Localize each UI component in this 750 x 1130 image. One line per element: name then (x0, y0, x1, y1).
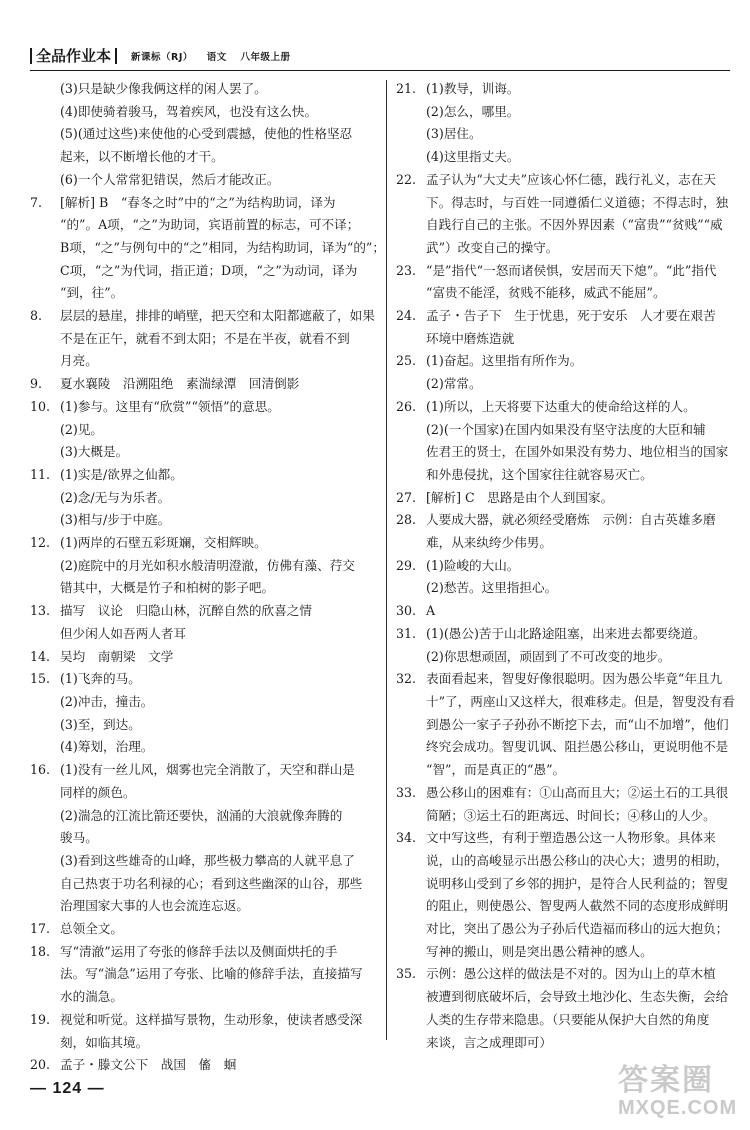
answer-number: 23. (396, 262, 417, 278)
answer-item (30, 101, 378, 124)
answer-text (60, 441, 378, 464)
answer-item (30, 1009, 378, 1054)
answer-text (60, 169, 378, 192)
answer-line: C项，“之”为代词，指正道；D项，“之”为动词，译为 (60, 262, 358, 278)
answer-text (60, 192, 385, 306)
answer-number (30, 169, 60, 192)
answer-text (426, 78, 734, 101)
answer-line: 对比，突出了愚公为子孙后代造福而移山的远大抱负； (426, 921, 729, 937)
answer-line: (1)教导，训诲。 (426, 81, 520, 96)
answer-line: 自践行自己的主张。不因外界因素（“富贵”“贫贱”“威 (426, 217, 723, 233)
header-info (131, 49, 301, 63)
answer-text (426, 305, 734, 350)
answer-number: 11. (30, 466, 51, 482)
answer-item (30, 555, 378, 600)
answer-item (396, 373, 734, 396)
answer-line: 孟子・滕文公下 战国 傗 蛔 (60, 1057, 237, 1073)
answer-item (396, 123, 734, 146)
watermark-logo (618, 1065, 738, 1125)
answer-line: 说明移山受到了乡邻的拥护，是符合人民利益的；智叟 (426, 875, 729, 891)
answer-line: [解析] B “春冬之时”中的“之”为结构助词，译为 (60, 194, 336, 210)
answer-text (60, 101, 378, 124)
answer-line: (2)见。 (60, 421, 104, 437)
answer-item (30, 169, 378, 192)
answer-line: [解析] C 思路是由个人到国家。 (426, 489, 614, 505)
answer-text (60, 464, 378, 487)
answer-line: 到愚公一家子子孙孙不断挖下去，而“山不加增”，他们 (426, 716, 729, 732)
answer-line: 十”了，两座山又这样大，很难移走。但是，智叟没有看 (426, 693, 735, 709)
answer-line: (2)(一个国家)在国内如果没有坚守法度的大臣和辅 (426, 421, 706, 437)
answer-text (60, 532, 378, 555)
answer-text (60, 509, 378, 532)
answer-number: 14. (30, 648, 51, 664)
answer-item (396, 668, 734, 782)
answer-number: 8. (30, 308, 43, 324)
answer-line: “智”，而是真正的“愚”。 (426, 762, 566, 778)
answer-text (60, 123, 378, 168)
answer-line: (2)你思想顽固，顽固到了不可改变的地步。 (426, 648, 671, 664)
answer-number (396, 577, 426, 600)
answer-number (30, 691, 60, 714)
answer-line: (2)湍急的江流比箭还要快，汹涌的大浪就像奔腾的 (60, 807, 343, 823)
answer-text (426, 600, 734, 623)
answer-line: 说，山的高峻显示出愚公移山的决心大；遗男的相助， (426, 852, 729, 868)
answer-text (60, 373, 378, 396)
answer-line: 视觉和听觉。这样描写景物，生动形象，使读者感受深 (60, 1011, 363, 1027)
answer-line: (1)飞奔的马。 (60, 671, 141, 687)
answer-item (30, 668, 378, 691)
answer-text (60, 305, 378, 373)
answer-item (396, 350, 734, 373)
answer-line: 表面看起来，智叟好像很聪明。因为愚公毕竟“年且九 (426, 671, 723, 687)
answer-line: 文中写这些，有利于塑造愚公这一人物形象。具体来 (426, 830, 716, 846)
answer-number (30, 805, 60, 850)
answer-item (396, 646, 734, 669)
answer-item (396, 419, 734, 487)
answer-text (60, 1054, 378, 1077)
answer-line: 起来，以不断增长他的才干。 (60, 149, 224, 165)
answer-line: 描写 议论 归隐山林，沉醉自然的欣喜之情 (60, 603, 312, 619)
answer-item (30, 918, 378, 941)
answer-number: 35. (396, 966, 417, 982)
answer-item (30, 532, 378, 555)
answer-line: (2)常常。 (426, 376, 482, 392)
answer-line: 人要成大器，就必须经受磨炼 示例：自古英雄多磨 (426, 512, 716, 528)
answer-line: (3)大概是。 (60, 444, 129, 460)
answer-line: A (426, 603, 436, 619)
answer-number: 16. (30, 762, 51, 778)
answer-number (396, 419, 426, 487)
answer-item (396, 623, 734, 646)
answer-line: (1)(愚公)苦于山北路途阻塞，出来进去都要绕道。 (426, 625, 706, 641)
answer-text (426, 623, 734, 646)
answer-line: (4)这里指丈夫。 (426, 149, 520, 165)
answer-text (426, 487, 734, 510)
answer-number: 33. (396, 784, 417, 800)
answer-text (60, 600, 378, 645)
answer-item (30, 419, 378, 442)
answer-text (426, 555, 734, 578)
header-rule (30, 70, 730, 71)
answer-item (396, 78, 734, 101)
answer-item (30, 691, 378, 714)
answer-text (426, 419, 734, 487)
answer-item (30, 441, 378, 464)
answer-number (30, 736, 60, 759)
answer-line: (3)居住。 (426, 126, 482, 142)
answer-line: 被遭到彻底破坏后，会导致土地沙化、生态失衡，会给 (426, 989, 729, 1005)
answer-number: 7. (30, 194, 43, 210)
answer-line: 佐君王的贤士，在国外如果没有势力、地位相当的国家 (426, 444, 729, 460)
answer-line: (1)所以，上天将要下达重大的使命给这样的人。 (426, 398, 696, 414)
answer-line: (3)相与/步于中庭。 (60, 512, 171, 528)
answer-text (60, 1009, 378, 1054)
answer-line: (1)没有一丝儿风，烟雾也完全消散了，天空和群山是 (60, 762, 355, 778)
answer-number: 28. (396, 512, 417, 528)
answer-number (396, 373, 426, 396)
answer-line: 错其中，大概是竹子和柏树的影子吧。 (60, 580, 275, 596)
answer-number: 22. (396, 171, 417, 187)
answer-item (396, 509, 734, 554)
answer-line: 孟子认为“大丈夫”应该心怀仁德，践行礼义，志在天 (426, 171, 716, 187)
answer-line: (4)即使骑着骏马，驾着疾风，也没有这么快。 (60, 103, 318, 119)
answer-text (426, 373, 734, 396)
answer-line: (4)筹划，治理。 (60, 739, 154, 755)
answer-item (30, 78, 378, 101)
answer-item (30, 759, 378, 804)
answer-number: 25. (396, 353, 417, 369)
answer-number: 21. (396, 81, 417, 96)
answer-text (60, 850, 378, 918)
answer-number: 18. (30, 943, 51, 959)
answer-line: (1)实是/欲界之仙都。 (60, 466, 183, 482)
answer-line: (3)看到这些雄奇的山峰，那些极力攀高的人就平息了 (60, 852, 355, 868)
answer-number: 19. (30, 1011, 51, 1027)
answer-text (426, 577, 734, 600)
answer-item (30, 123, 378, 168)
answer-number (30, 101, 60, 124)
answer-number: 24. (396, 308, 417, 324)
answer-number (30, 850, 60, 918)
answer-number: 20. (30, 1057, 51, 1073)
answer-line: 示例：愚公这样的做法是不对的。因为山上的草木植 (426, 966, 716, 982)
answer-number (30, 714, 60, 737)
answer-item (30, 600, 378, 645)
answer-item (30, 736, 378, 759)
answer-number (396, 123, 426, 146)
answer-text (60, 668, 378, 691)
answer-line: 法。写“湍急”运用了夸张、比喻的修辞手法，直接描写 (60, 966, 363, 982)
answer-line: 写神的搬山，则是突出愚公精神的感人。 (426, 943, 653, 959)
answer-number: 30. (396, 603, 417, 619)
answer-number: 31. (396, 625, 417, 641)
answer-line: 水的湍急。 (60, 989, 123, 1005)
answer-line: (1)参与。这里有“欣赏”“领悟”的意思。 (60, 398, 280, 414)
answer-item (396, 305, 734, 350)
answer-number: 29. (396, 557, 417, 573)
answer-line: (2)怎么，哪里。 (426, 103, 520, 119)
answer-number: 15. (30, 671, 51, 687)
answer-item (396, 827, 734, 963)
answer-line: 人类的生存带来隐患。（只要能从保护大自然的角度 (426, 1011, 710, 1027)
answer-number: 9. (30, 376, 43, 392)
answer-item (30, 305, 378, 373)
answer-item (30, 464, 378, 487)
answer-item (396, 101, 734, 124)
answer-text (426, 782, 734, 827)
answer-item (30, 509, 378, 532)
answer-number: 32. (396, 671, 417, 687)
answer-line: “是”指代“一怒而诸侯惧，安居而天下熄”。“此”指代 (426, 262, 717, 278)
answer-item (396, 396, 734, 419)
page-header (30, 44, 730, 68)
answer-column-right (396, 78, 734, 1054)
answer-item (30, 714, 378, 737)
answer-text (60, 736, 378, 759)
subject-label: 语文 (206, 52, 227, 63)
answer-text (426, 668, 735, 782)
answer-text (60, 918, 378, 941)
answer-text (60, 714, 378, 737)
answer-line: 月亮。 (60, 353, 98, 369)
answer-number: 10. (30, 398, 51, 414)
answer-number (30, 509, 60, 532)
answer-line: 层层的悬崖，排排的峭壁，把天空和太阳都遮蔽了，如果 (60, 308, 375, 324)
answer-line: 治理国家大事的人也会流连忘返。 (60, 898, 249, 914)
page-number: — 124 — (30, 1080, 105, 1097)
answer-line: 夏水襄陵 沿溯阻绝 素湍绿潭 回清倒影 (60, 376, 300, 392)
answer-item (396, 555, 734, 578)
answer-line: (5)(通过这些)来使他的心受到震撼，使他的性格坚忍 (60, 126, 353, 142)
brand-title: 全品作业本 (30, 48, 117, 64)
answer-text (426, 350, 734, 373)
answer-text (426, 509, 734, 554)
answer-line: (2)庭院中的月光如积水般清明澄澈，仿佛有藻、荇交 (60, 557, 355, 573)
answer-number (30, 419, 60, 442)
answer-text (60, 555, 378, 600)
answer-item (30, 850, 378, 918)
answer-number (30, 441, 60, 464)
answer-item (30, 805, 378, 850)
answer-item (30, 192, 385, 306)
answer-line: 孟子・告子下 生于忧患，死于安乐 人才要在艰苦 (426, 308, 716, 324)
answer-line: 和外患侵扰，这个国家往往就容易灭亡。 (426, 466, 653, 482)
answer-line: 同样的颜色。 (60, 784, 136, 800)
answer-line: (3)只是缺少像我俩这样的闲人罢了。 (60, 81, 267, 96)
answer-number: 27. (396, 489, 417, 505)
answer-line: 总领全文。 (60, 921, 123, 937)
edition-label: 新课标（RJ） (131, 52, 193, 63)
answer-text (60, 419, 378, 442)
answer-text (60, 691, 378, 714)
answer-line: 简陋；③运土石的距离远、时间长；④移山的人少。 (426, 807, 716, 823)
answer-item (396, 963, 734, 1054)
answer-number (396, 646, 426, 669)
answer-line: (6)一个人常常犯错误，然后才能改正。 (60, 171, 280, 187)
answer-text (60, 396, 378, 419)
answer-line: (2)愁苦。这里指担心。 (426, 580, 558, 596)
answer-item (30, 646, 378, 669)
answer-item (396, 487, 734, 510)
answer-line: 难，从来纨绔少伟男。 (426, 535, 552, 551)
answer-text (60, 646, 378, 669)
answer-line: 下。得志时，与百姓一同遵循仁义道德；不得志时，独 (426, 194, 729, 210)
answer-line: 自己热衷于功名利禄的心；看到这些幽深的山谷，那些 (60, 875, 363, 891)
answer-line: 不是在正午，就看不到太阳；不是在半夜，就看不到 (60, 330, 350, 346)
answer-text (426, 646, 734, 669)
watermark-text-bottom: MXQE.COM (618, 1097, 738, 1119)
answer-text (426, 827, 734, 963)
answer-number (30, 123, 60, 168)
answer-item (396, 782, 734, 827)
answer-item (30, 941, 378, 1009)
grade-label: 八年级上册 (240, 52, 291, 63)
answer-line: “的”。A项，“之”为助词，宾语前置的标志，可不译； (60, 217, 360, 233)
answer-number (396, 101, 426, 124)
answer-line: 的阻止，则使愚公、智叟两人截然不同的态度形成鲜明 (426, 898, 729, 914)
answer-text (426, 169, 734, 260)
answer-line: 写“清澈”运用了夸张的修辞手法以及侧面烘托的手 (60, 943, 338, 959)
answer-text (426, 101, 734, 124)
answer-number: 34. (396, 830, 417, 846)
answer-line: (3)至，到达。 (60, 716, 141, 732)
answer-column-left (30, 78, 385, 1077)
answer-item (396, 600, 734, 623)
answer-number: 17. (30, 921, 51, 937)
answer-number (30, 487, 60, 510)
answer-line: B项，“之”与例句中的“之”相同，为结构助词，译为“的”； (60, 239, 385, 255)
answer-line: (1)奋起。这里指有所作为。 (426, 353, 583, 369)
answer-item (30, 1054, 378, 1077)
answer-line: 武”）改变自己的操守。 (426, 239, 559, 255)
answer-text (60, 487, 378, 510)
answer-line: (2)念/无与为乐者。 (60, 489, 171, 505)
answer-item (396, 146, 734, 169)
watermark-text-top: 答案圈 (618, 1064, 714, 1097)
answer-line: 吴均 南朝梁 文学 (60, 648, 174, 664)
column-divider (386, 80, 387, 1040)
answer-line: 刻，如临其境。 (60, 1034, 149, 1050)
answer-text (426, 396, 734, 419)
answer-line: 但少闲人如吾两人者耳 (60, 625, 186, 641)
answer-number (30, 555, 60, 600)
answer-line: (2)冲击，撞击。 (60, 693, 154, 709)
answer-text (426, 260, 734, 305)
answer-text (60, 805, 378, 850)
answer-item (396, 577, 734, 600)
answer-item (30, 487, 378, 510)
answer-text (60, 941, 378, 1009)
answer-text (60, 78, 378, 101)
answer-text (426, 123, 734, 146)
answer-text (426, 963, 734, 1054)
answer-line: (1)险峻的大山。 (426, 557, 520, 573)
answer-line: 终究会成功。智叟讥讽、阻拦愚公移山，更说明他不是 (426, 739, 729, 755)
answer-line: 环境中磨炼造就 (426, 330, 515, 346)
answer-item (30, 373, 378, 396)
answer-line: “富贵不能淫，贫贱不能移，威武不能屈”。 (426, 285, 666, 301)
answer-item (396, 169, 734, 260)
answer-number: 13. (30, 603, 51, 619)
answer-line: (1)两岸的石壁五彩斑斓，交相辉映。 (60, 535, 267, 551)
answer-line: 来谈，言之成理即可） (426, 1034, 552, 1050)
answer-line: 愚公移山的困难有：①山高而且大；②运土石的工具很 (426, 784, 729, 800)
answer-item (396, 260, 734, 305)
answer-number (30, 78, 60, 101)
answer-number: 26. (396, 398, 417, 414)
answer-number (396, 146, 426, 169)
answer-line: 骏马。 (60, 830, 98, 846)
answer-line: “到，往”。 (60, 285, 124, 301)
answer-text (60, 759, 378, 804)
answer-number: 12. (30, 535, 51, 551)
answer-text (426, 146, 734, 169)
answer-item (30, 396, 378, 419)
